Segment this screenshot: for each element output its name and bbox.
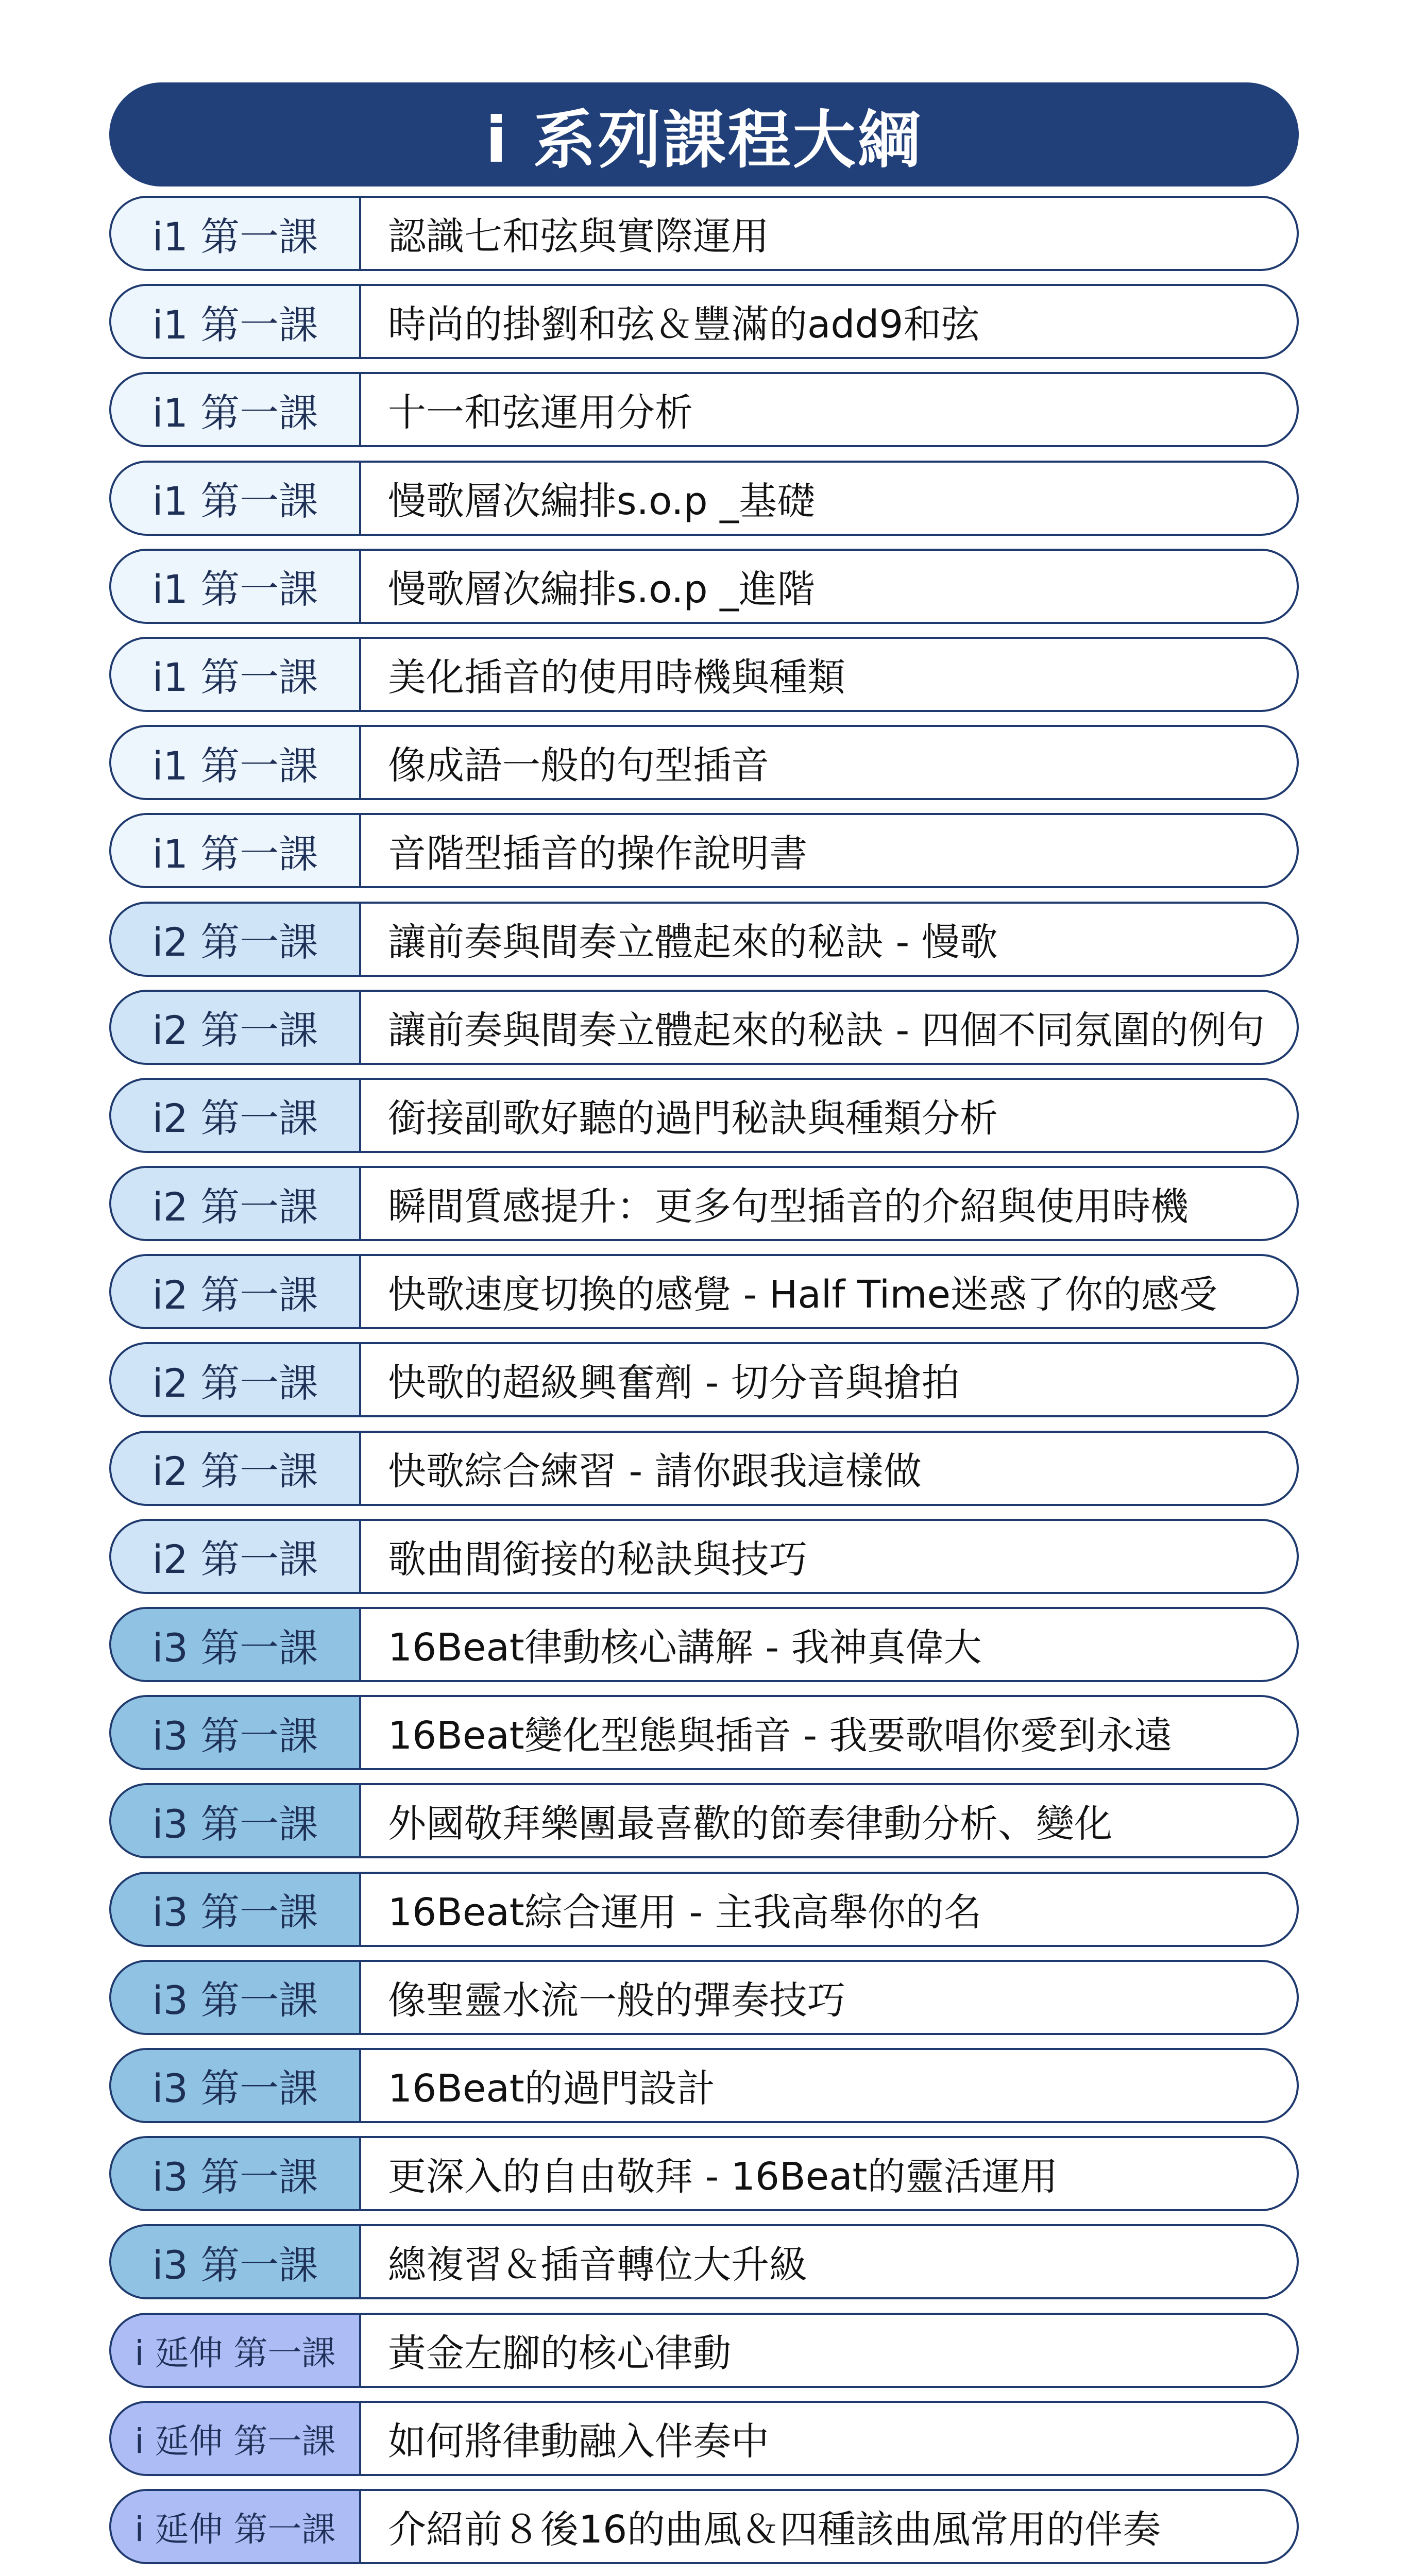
course-title: 16Beat綜合運用 - 主我高舉你的名 <box>388 1890 982 1935</box>
course-tag: i3 第一課 <box>111 2050 361 2121</box>
course-tag: i3 第一課 <box>111 2138 361 2209</box>
course-row <box>109 1166 1299 1241</box>
course-row <box>109 1519 1299 1594</box>
course-row <box>109 1783 1299 1858</box>
course-tag: i3 第一課 <box>111 1697 361 1768</box>
course-tag: i1 第一課 <box>111 198 361 269</box>
course-row <box>109 725 1299 800</box>
course-row <box>109 1254 1299 1329</box>
course-row <box>109 2136 1299 2211</box>
course-tag: i1 第一課 <box>111 727 361 798</box>
course-title: 快歌速度切換的感覺 - Half Time迷惑了你的感受 <box>388 1273 1217 1317</box>
course-tag: i1 第一課 <box>111 815 361 886</box>
course-row <box>109 637 1299 712</box>
course-row <box>109 461 1299 536</box>
course-tag: i3 第一課 <box>111 1785 361 1856</box>
course-row <box>109 2489 1299 2564</box>
course-row <box>109 1872 1299 1947</box>
course-title: 16Beat變化型態與插音 - 我要歌唱你愛到永遠 <box>388 1714 1173 1758</box>
course-tag: i3 第一課 <box>111 2226 361 2297</box>
course-tag: i 延伸 第一課 <box>111 2491 361 2562</box>
course-title: 讓前奏與間奏立體起來的秘訣 - 慢歌 <box>388 920 998 964</box>
course-row <box>109 1607 1299 1682</box>
course-title: 外國敬拜樂團最喜歡的節奏律動分析、變化 <box>388 1802 1112 1846</box>
course-title: 銜接副歌好聽的過門秘訣與種類分析 <box>388 1096 998 1141</box>
course-title: 如何將律動融入伴奏中 <box>388 2419 769 2464</box>
course-tag: i2 第一課 <box>111 992 361 1063</box>
page-title: i 系列課程大綱 <box>109 82 1299 187</box>
course-tag: i2 第一課 <box>111 904 361 975</box>
course-title: 十一和弦運用分析 <box>388 391 693 435</box>
course-tag: i1 第一課 <box>111 551 361 622</box>
course-row <box>109 284 1299 359</box>
course-tag: i2 第一課 <box>111 1168 361 1239</box>
course-title: 讓前奏與間奏立體起來的秘訣 - 四個不同氛圍的例句 <box>388 1008 1265 1053</box>
course-title: 黃金左腳的核心律動 <box>388 2331 731 2376</box>
course-title: 像聖靈水流一般的彈奏技巧 <box>388 1978 845 2023</box>
course-tag: i1 第一課 <box>111 639 361 710</box>
course-title: 介紹前８後16的曲風＆四種該曲風常用的伴奏 <box>388 2507 1161 2552</box>
course-title: 歌曲間銜接的秘訣與技巧 <box>388 1537 807 1582</box>
course-row <box>109 990 1299 1065</box>
course-title: 認識七和弦與實際運用 <box>388 214 769 259</box>
course-tag: i2 第一課 <box>111 1521 361 1592</box>
course-row <box>109 1431 1299 1506</box>
course-title: 更深入的自由敬拜 - 16Beat的靈活運用 <box>388 2155 1058 2199</box>
course-title: 美化插音的使用時機與種類 <box>388 655 845 700</box>
course-title: 16Beat律動核心講解 - 我神真偉大 <box>388 1625 982 1670</box>
course-row <box>109 2401 1299 2476</box>
course-row <box>109 1078 1299 1153</box>
course-tag: i2 第一課 <box>111 1080 361 1151</box>
course-tag: i1 第一課 <box>111 286 361 357</box>
course-row <box>109 2224 1299 2299</box>
course-tag: i1 第一課 <box>111 463 361 534</box>
course-title: 慢歌層次編排s.o.p _基礎 <box>388 479 816 523</box>
course-title: 16Beat的過門設計 <box>388 2066 715 2111</box>
course-tag: i2 第一課 <box>111 1433 361 1504</box>
course-tag: i1 第一課 <box>111 374 361 445</box>
course-title: 慢歌層次編排s.o.p _進階 <box>388 567 816 612</box>
course-row <box>109 1960 1299 2035</box>
course-title: 快歌的超級興奮劑 - 切分音與搶拍 <box>388 1361 960 1405</box>
course-title: 時尚的掛劉和弦＆豐滿的add9和弦 <box>388 302 980 347</box>
course-title: 像成語一般的句型插音 <box>388 743 769 788</box>
course-tag: i3 第一課 <box>111 1874 361 1945</box>
course-row <box>109 1695 1299 1770</box>
course-row <box>109 196 1299 271</box>
course-tag: i3 第一課 <box>111 1962 361 2033</box>
course-row <box>109 549 1299 624</box>
course-title: 總複習＆插音轉位大升級 <box>388 2243 807 2287</box>
course-row <box>109 2048 1299 2123</box>
course-title: 音階型插音的操作說明書 <box>388 832 807 876</box>
course-row <box>109 2313 1299 2388</box>
course-tag: i3 第一課 <box>111 1609 361 1680</box>
course-tag: i 延伸 第一課 <box>111 2315 361 2386</box>
course-title: 快歌綜合練習 - 請你跟我這樣做 <box>388 1449 922 1494</box>
course-row <box>109 813 1299 888</box>
course-tag: i2 第一課 <box>111 1344 361 1415</box>
course-list <box>109 196 1299 2576</box>
course-title: 瞬間質感提升：更多句型插音的介紹與使用時機 <box>388 1184 1189 1229</box>
course-outline <box>109 82 1299 2576</box>
course-row <box>109 372 1299 447</box>
course-row <box>109 902 1299 977</box>
course-tag: i 延伸 第一課 <box>111 2403 361 2474</box>
course-tag: i2 第一課 <box>111 1256 361 1327</box>
course-row <box>109 1342 1299 1417</box>
